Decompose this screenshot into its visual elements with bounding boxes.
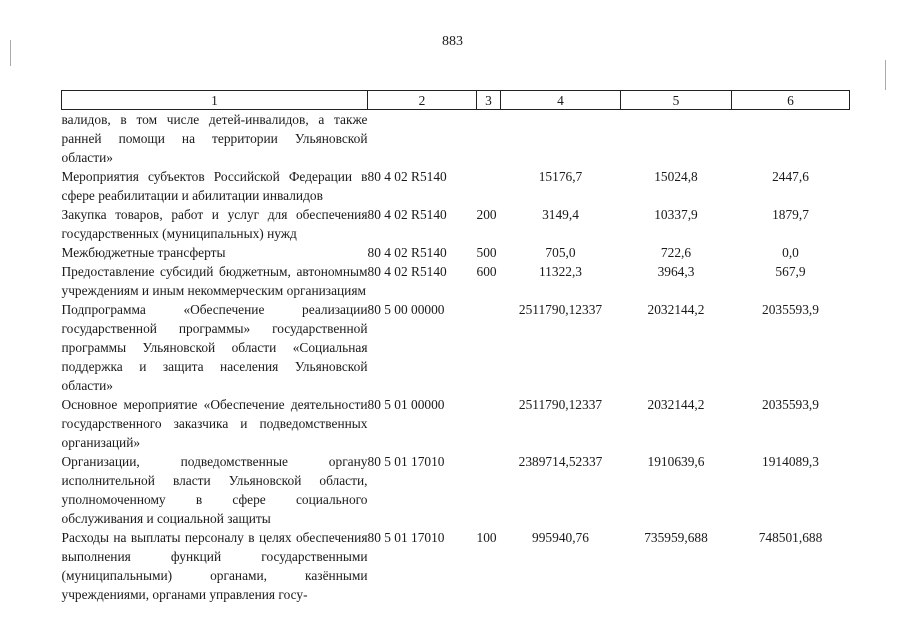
row-value-2 bbox=[621, 110, 732, 168]
row-value-3 bbox=[732, 110, 850, 168]
row-name: Основное мероприятие «Обеспечение деятельности государственного заказчика и подведомственных организаций» bbox=[61, 397, 368, 450]
row-value-3: 1914089,3 bbox=[762, 454, 819, 469]
scan-mark bbox=[10, 40, 11, 66]
row-value-2: 722,6 bbox=[660, 245, 692, 260]
table-row bbox=[62, 300, 850, 395]
table-row bbox=[62, 528, 850, 604]
row-value-3: 748501,688 bbox=[758, 530, 823, 545]
row-name: Закупка товаров, работ и услуг для обеспечения государственных (муниципальных) нужд bbox=[61, 207, 368, 241]
row-code: 80 4 02 R5140 bbox=[367, 245, 447, 260]
scan-mark bbox=[885, 60, 886, 90]
table-row bbox=[62, 110, 850, 168]
header-col-5: 5 bbox=[621, 91, 732, 110]
row-name: валидов, в том числе детей-инвалидов, а также ранней помощи на территории Ульяновской области» bbox=[61, 112, 368, 165]
row-code: 80 4 02 R5140 bbox=[367, 169, 447, 184]
table-row bbox=[62, 395, 850, 452]
header-col-6: 6 bbox=[732, 91, 850, 110]
table-row bbox=[62, 205, 850, 243]
table-row bbox=[62, 452, 850, 528]
header-col-3: 3 bbox=[477, 91, 501, 110]
row-name: Расходы на выплаты персоналу в целях обеспечения выполнения функций государственными (муниципальными) органами, казёнными учреждениями, органами управления госу- bbox=[61, 530, 368, 602]
row-code: 80 5 01 00000 bbox=[367, 397, 445, 412]
row-vr: 100 bbox=[476, 530, 497, 545]
row-value-2: 735959,688 bbox=[644, 530, 708, 545]
row-vr bbox=[477, 167, 501, 205]
row-value-1: 15176,7 bbox=[538, 169, 583, 184]
page-number: 883 bbox=[442, 34, 463, 49]
row-value-1: 11322,3 bbox=[538, 264, 583, 279]
row-code bbox=[368, 110, 477, 168]
table-row bbox=[62, 243, 850, 262]
row-value-1: 705,0 bbox=[545, 245, 576, 260]
row-name: Предоставление субсидий бюджетным, автономным учреждениям и иным некоммерческим организациям bbox=[61, 264, 368, 298]
header-row bbox=[62, 91, 850, 110]
row-value-1: 2511790,12337 bbox=[518, 302, 603, 317]
row-name: Подпрограмма «Обеспечение реализации государственной программы» государственной программы Ульяновской области «Социальная поддержка и защита населения Ульяновской области» bbox=[61, 302, 368, 393]
row-code: 80 5 01 17010 bbox=[367, 454, 445, 469]
row-code: 80 4 02 R5140 bbox=[367, 207, 447, 222]
row-vr bbox=[477, 110, 501, 168]
row-value-1: 3149,4 bbox=[542, 207, 579, 222]
row-value-2: 3964,3 bbox=[657, 264, 695, 279]
header-col-1: 1 bbox=[62, 91, 368, 110]
row-value-3: 2447,6 bbox=[772, 169, 809, 184]
row-vr bbox=[477, 300, 501, 395]
row-vr bbox=[477, 395, 501, 452]
row-name: Организации, подведомственные органу исполнительной власти Ульяновской области, уполномоченному в сфере социального обслуживания и социальной защиты bbox=[61, 454, 368, 526]
row-code: 80 4 02 R5140 bbox=[367, 264, 447, 279]
row-value-1: 995940,76 bbox=[532, 530, 589, 545]
row-vr: 500 bbox=[476, 245, 497, 260]
row-value-3: 2035593,9 bbox=[762, 397, 819, 412]
budget-table-container bbox=[61, 90, 849, 604]
header-col-2: 2 bbox=[368, 91, 477, 110]
table-row bbox=[62, 167, 850, 205]
row-name: Межбюджетные трансферты bbox=[61, 245, 226, 260]
row-value-1: 2511790,12337 bbox=[518, 397, 603, 412]
row-vr: 200 bbox=[476, 207, 497, 222]
row-value-2: 2032144,2 bbox=[647, 397, 705, 412]
row-vr: 600 bbox=[476, 264, 497, 279]
row-value-2: 1910639,6 bbox=[647, 454, 705, 469]
budget-table bbox=[61, 90, 850, 604]
row-code: 80 5 01 17010 bbox=[367, 530, 445, 545]
table-row bbox=[62, 262, 850, 300]
row-value-3: 0,0 bbox=[782, 245, 799, 260]
row-value-1 bbox=[501, 110, 621, 168]
row-value-3: 1879,7 bbox=[772, 207, 809, 222]
header-col-4: 4 bbox=[501, 91, 621, 110]
row-vr bbox=[477, 452, 501, 528]
row-value-3: 2035593,9 bbox=[762, 302, 819, 317]
row-value-2: 10337,9 bbox=[654, 207, 698, 222]
row-name: Мероприятия субъектов Российской Федерации в сфере реабилитации и абилитации инвалидов bbox=[61, 169, 368, 203]
row-value-2: 15024,8 bbox=[654, 169, 698, 184]
row-value-3: 567,9 bbox=[775, 264, 806, 279]
row-code: 80 5 00 00000 bbox=[367, 302, 445, 317]
row-value-2: 2032144,2 bbox=[647, 302, 705, 317]
row-value-1: 2389714,52337 bbox=[518, 454, 603, 469]
